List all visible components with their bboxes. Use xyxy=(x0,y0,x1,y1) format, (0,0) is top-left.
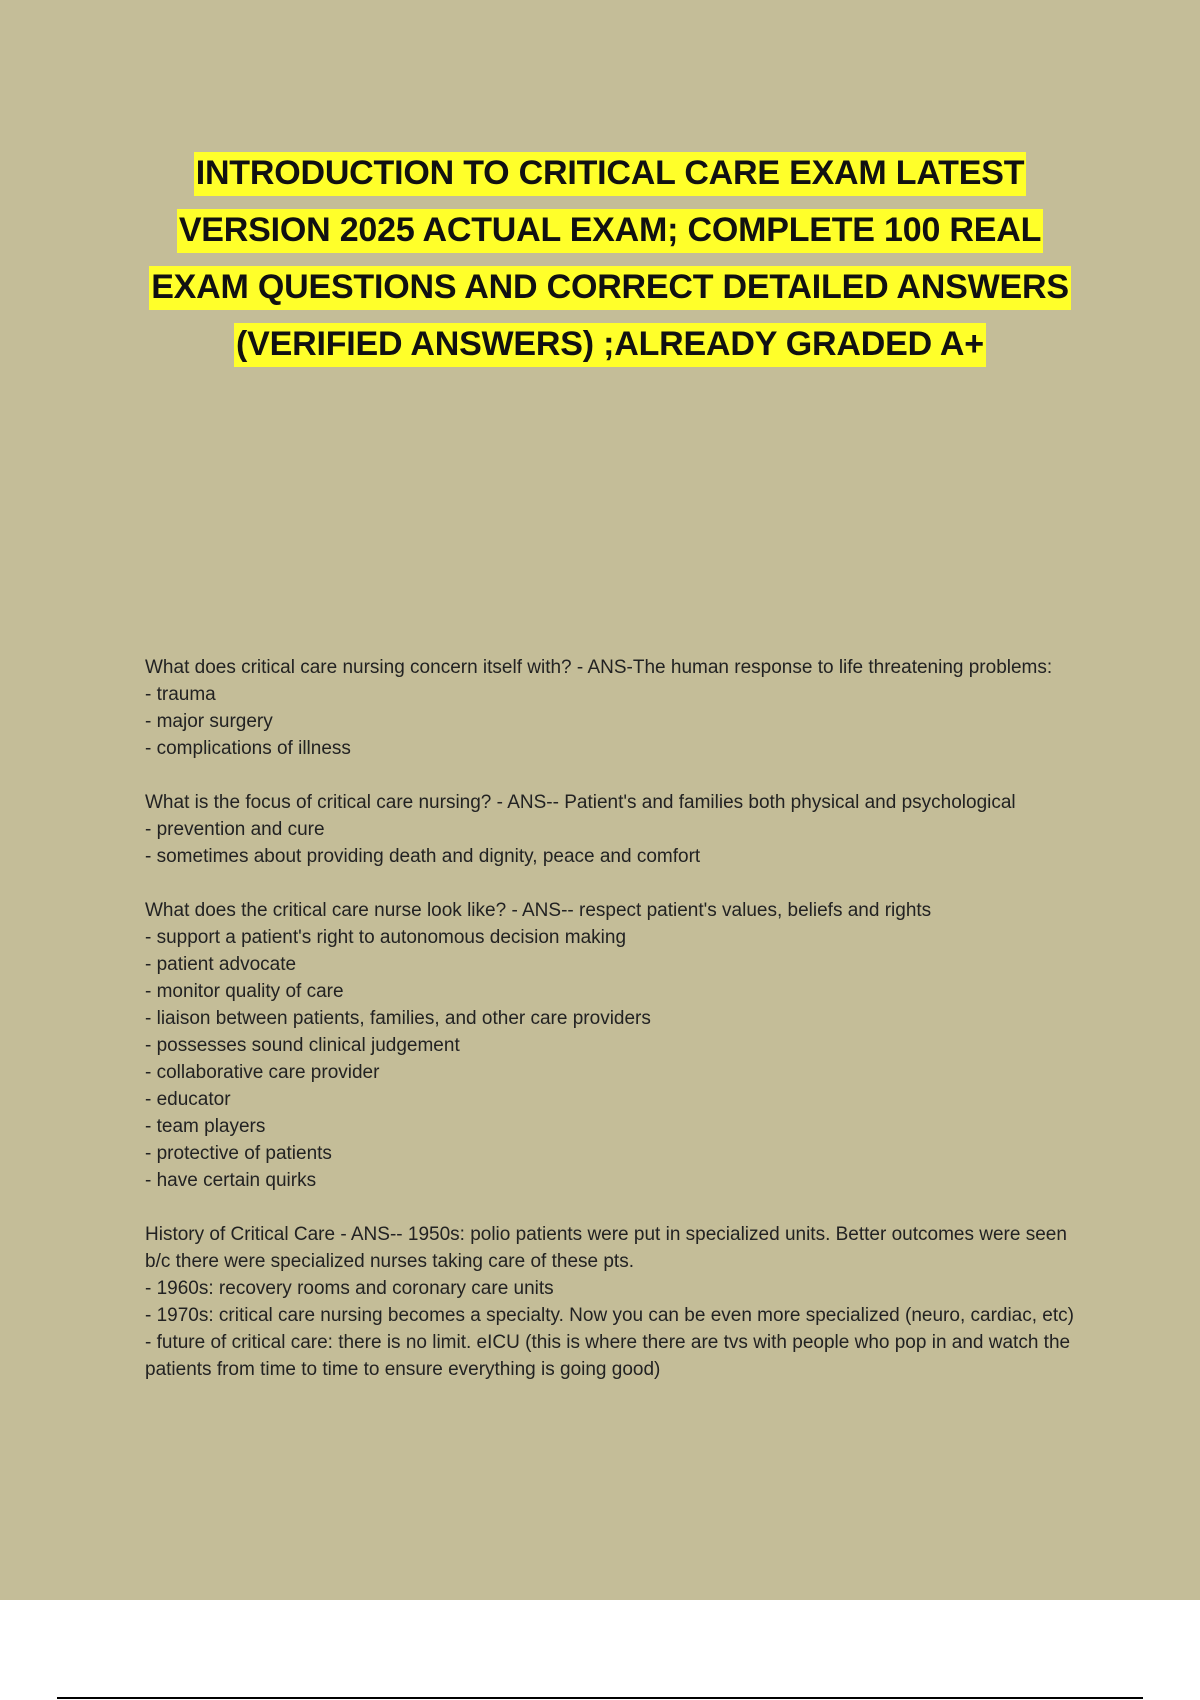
answer-item: - possesses sound clinical judgement xyxy=(145,1035,460,1056)
question-answer: History of Critical Care - ANS-- 1950s: polio patients were put in specialized units. Better outcomes were seen b/c there were specialized nurses taking care of these pts. xyxy=(145,1224,1067,1272)
answer-item: - support a patient's right to autonomous decision making xyxy=(145,927,627,948)
qa-block xyxy=(145,789,1085,870)
qa-content xyxy=(145,654,1085,1410)
answer-item: - collaborative care provider xyxy=(145,1062,380,1083)
answer-item: - monitor quality of care xyxy=(145,981,344,1002)
answer-item: - trauma xyxy=(145,684,216,705)
answer-item: - sometimes about providing death and dignity, peace and comfort xyxy=(145,846,701,867)
answer-list xyxy=(145,681,1085,762)
footer-divider xyxy=(57,1697,1143,1699)
answer-item: - complications of illness xyxy=(145,738,351,759)
answer-item: - educator xyxy=(145,1089,231,1110)
question-answer: What is the focus of critical care nursing? - ANS-- Patient's and families both physical and psychological xyxy=(145,792,1016,813)
question-answer: What does the critical care nurse look like? - ANS-- respect patient's values, beliefs and rights xyxy=(145,900,932,921)
qa-block xyxy=(145,1221,1085,1383)
document-title xyxy=(110,145,1110,373)
answer-item: - protective of patients xyxy=(145,1143,332,1164)
qa-block xyxy=(145,654,1085,762)
qa-block xyxy=(145,897,1085,1194)
title-line: VERSION 2025 ACTUAL EXAM; COMPLETE 100 REAL xyxy=(177,209,1043,253)
answer-list xyxy=(145,1275,1085,1383)
answer-item: - major surgery xyxy=(145,711,273,732)
answer-item: - prevention and cure xyxy=(145,819,325,840)
question-answer: What does critical care nursing concern itself with? - ANS-The human response to life threatening problems: xyxy=(145,657,1053,678)
answer-item: - patient advocate xyxy=(145,954,297,975)
answer-item: - team players xyxy=(145,1116,266,1137)
answer-item: - 1970s: critical care nursing becomes a specialty. Now you can be even more specialized (neuro, cardiac, etc) xyxy=(145,1305,1074,1326)
answer-item: - liaison between patients, families, and other care providers xyxy=(145,1008,651,1029)
answer-list xyxy=(145,816,1085,870)
answer-item: - future of critical care: there is no limit. eICU (this is where there are tvs with people who pop in and watch the patients from time to time to ensure everything is going good) xyxy=(145,1332,1071,1380)
answer-list xyxy=(145,924,1085,1194)
answer-item: - 1960s: recovery rooms and coronary care units xyxy=(145,1278,554,1299)
answer-item: - have certain quirks xyxy=(145,1170,317,1191)
title-line: INTRODUCTION TO CRITICAL CARE EXAM LATEST xyxy=(194,152,1027,196)
title-line: EXAM QUESTIONS AND CORRECT DETAILED ANSWERS xyxy=(149,266,1071,310)
title-line: (VERIFIED ANSWERS) ;ALREADY GRADED A+ xyxy=(234,323,986,367)
